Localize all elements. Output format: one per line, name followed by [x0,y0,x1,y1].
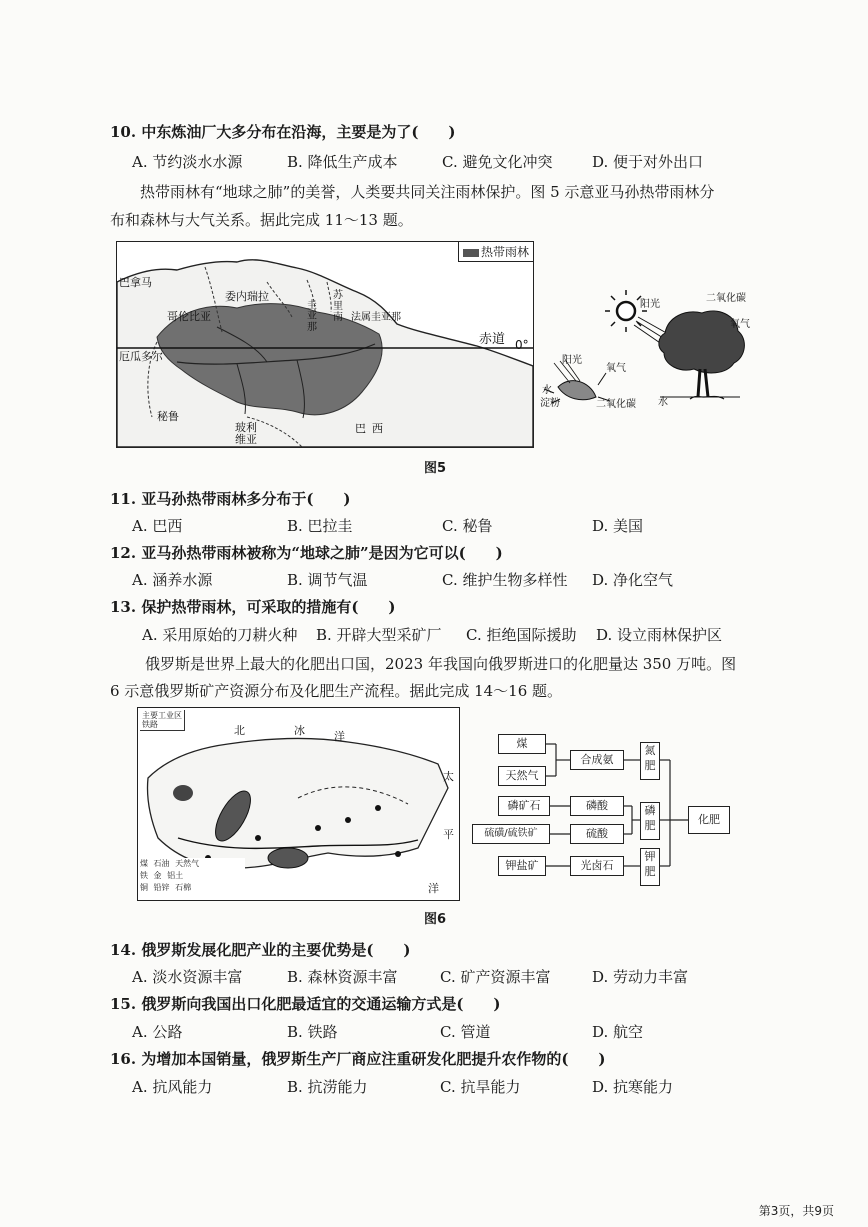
q14-option-d: D. 劳动力丰富 [592,968,689,986]
q12-option-c: C. 维护生物多样性 [442,571,568,589]
q12-option-b: B. 调节气温 [287,571,368,589]
sun-icon [617,302,635,320]
figure-6-map [137,707,460,901]
label-ocean-top: 洋 [334,730,345,743]
q14-stem: 14. 俄罗斯发展化肥产业的主要优势是( ) [110,941,411,959]
flow-phosphate-rock: 磷矿石 [498,796,550,816]
q11-stem: 11. 亚马孙热带雨林多分布于( ) [110,490,351,508]
label-o2-left: 氧气 [606,363,626,374]
q14-option-c: C. 矿产资源丰富 [440,968,551,986]
q10-option-b: B. 降低生产成本 [287,153,398,171]
label-sunlight-top: 阳光 [640,299,660,310]
intro-paragraph-2-cont: 6 示意俄罗斯矿产资源分布及化肥生产流程。据此完成 14～16 题。 [110,682,563,700]
flow-coal: 煤 [498,734,546,754]
legend-swatch [463,249,479,257]
key-bauxite: 铝土 [167,871,184,880]
label-french-guiana: 法属圭亚那 [351,312,401,323]
label-suriname: 苏里南 [333,290,343,323]
key-iron: 铁 [140,871,148,880]
key-copper: 铜 [140,883,148,892]
q13-option-d: D. 设立雨林保护区 [596,626,723,644]
q16-option-c: C. 抗旱能力 [440,1078,521,1096]
label-water-left: 水 [542,385,552,396]
label-equator: 赤道 [479,332,506,347]
intro-paragraph-1: 热带雨林有“地球之肺”的美誉，人类要共同关注雨林保护。图 5 示意亚马孙热带雨林分 [140,183,715,201]
q10-stem: 10. 中东炼油厂大多分布在沿海，主要是为了( ) [110,123,456,141]
flow-phosphoric-acid: 磷酸 [570,796,624,816]
q15-option-a: A. 公路 [132,1023,183,1041]
flow-potash-fertilizer: 钾肥 [640,848,660,886]
q11-option-d: D. 美国 [592,517,644,535]
label-venezuela: 委内瑞拉 [225,290,269,303]
label-colombia: 哥伦比亚 [167,310,211,323]
q15-stem: 15. 俄罗斯向我国出口化肥最适宜的交通运输方式是( ) [110,995,501,1013]
flow-sulfur: 硫磺/硫铁矿 [472,824,550,844]
key-coal: 煤 [140,859,148,868]
q15-option-d: D. 航空 [592,1023,644,1041]
label-ping: 平 [443,828,454,841]
flow-sulfuric-acid: 硫酸 [570,824,624,844]
label-o2-top: 氧气 [730,319,750,330]
flow-ammonia: 合成氨 [570,750,624,770]
label-brazil: 巴西 [355,422,389,435]
q13-option-a: A. 采用原始的刀耕火种 [142,626,298,644]
key-lead-zinc: 铅锌 [153,883,170,892]
label-co2-bottom: 二氧化碳 [596,399,636,410]
flow-nitrogen-fertilizer: 氮肥 [640,742,660,780]
map-graphic [117,242,533,447]
leaf-icon [558,381,596,400]
q13-stem: 13. 保护热带雨林，可采取的措施有( ) [110,598,396,616]
figure-5-diagram [540,285,770,415]
q11-option-b: B. 巴拉圭 [287,517,353,535]
label-ice: 冰 [294,724,305,737]
q12-option-a: A. 涵养水源 [132,571,213,589]
label-ecuador: 厄瓜多尔 [119,350,163,363]
figure-5-caption: 图5 [424,461,447,476]
legend-railway: 铁路 [142,720,158,729]
q11-option-c: C. 秘鲁 [442,517,493,535]
map-legend-top [140,710,185,731]
q13-option-c: C. 拒绝国际援助 [466,626,577,644]
label-tai: 太 [443,770,454,783]
flow-natural-gas: 天然气 [498,766,546,786]
q14-option-b: B. 森林资源丰富 [287,968,398,986]
legend-label: 热带雨林 [480,245,529,259]
key-oil: 石油 [153,859,170,868]
q15-option-b: B. 铁路 [287,1023,338,1041]
page-number: 第3页，共9页 [758,1204,834,1218]
map-key [140,858,245,894]
q12-stem: 12. 亚马孙热带雨林被称为“地球之肺”是因为它可以( ) [110,544,503,562]
q13-option-b: B. 开辟大型采矿厂 [316,626,442,644]
q14-option-a: A. 淡水资源丰富 [132,968,243,986]
q10-option-d: D. 便于对外出口 [592,153,704,171]
q15-option-c: C. 管道 [440,1023,491,1041]
label-north: 北 [234,724,245,737]
label-water-right: 水 [658,397,668,408]
figure-6-caption: 图6 [424,912,447,927]
label-panama: 巴拿马 [119,276,152,289]
intro-paragraph-1-cont: 布和森林与大气关系。据此完成 11～13 题。 [110,211,413,229]
map-legend [458,242,533,262]
flow-carnallite: 光卤石 [570,856,624,876]
q11-option-a: A. 巴西 [132,517,183,535]
label-peru: 秘鲁 [157,410,179,423]
figure-6-flowchart [484,728,740,888]
legend-industrial-area: 主要工业区 [142,711,182,720]
q16-option-b: B. 抗涝能力 [287,1078,368,1096]
flow-potash: 钾盐矿 [498,856,546,876]
q16-option-a: A. 抗风能力 [132,1078,213,1096]
q10-option-a: A. 节约淡水水源 [132,153,243,171]
q16-option-d: D. 抗寒能力 [592,1078,674,1096]
label-sunlight-left: 阳光 [562,355,582,366]
label-ocean-bottom: 洋 [428,882,439,895]
q10-option-c: C. 避免文化冲突 [442,153,553,171]
label-starch: 淀粉 [540,398,560,409]
key-gold: 金 [153,871,162,880]
label-zero-degree: 0° [515,338,529,352]
key-asbestos: 石棉 [175,883,192,892]
label-guyana: 圭亚那 [307,300,317,333]
key-gas: 天然气 [175,859,200,868]
q16-stem: 16. 为增加本国销量，俄罗斯生产厂商应注重研发化肥提升农作物的( ) [110,1050,606,1068]
label-bolivia: 玻利维亚 [235,421,257,446]
flow-phosphate-fertilizer: 磷肥 [640,802,660,840]
figure-5-map [116,241,534,448]
label-co2-top: 二氧化碳 [706,293,746,304]
flow-fertilizer: 化肥 [688,806,730,834]
q12-option-d: D. 净化空气 [592,571,674,589]
intro-paragraph-2: 俄罗斯是世界上最大的化肥出口国，2023 年我国向俄罗斯进口的化肥量达 350 万吨。图 [145,655,737,673]
